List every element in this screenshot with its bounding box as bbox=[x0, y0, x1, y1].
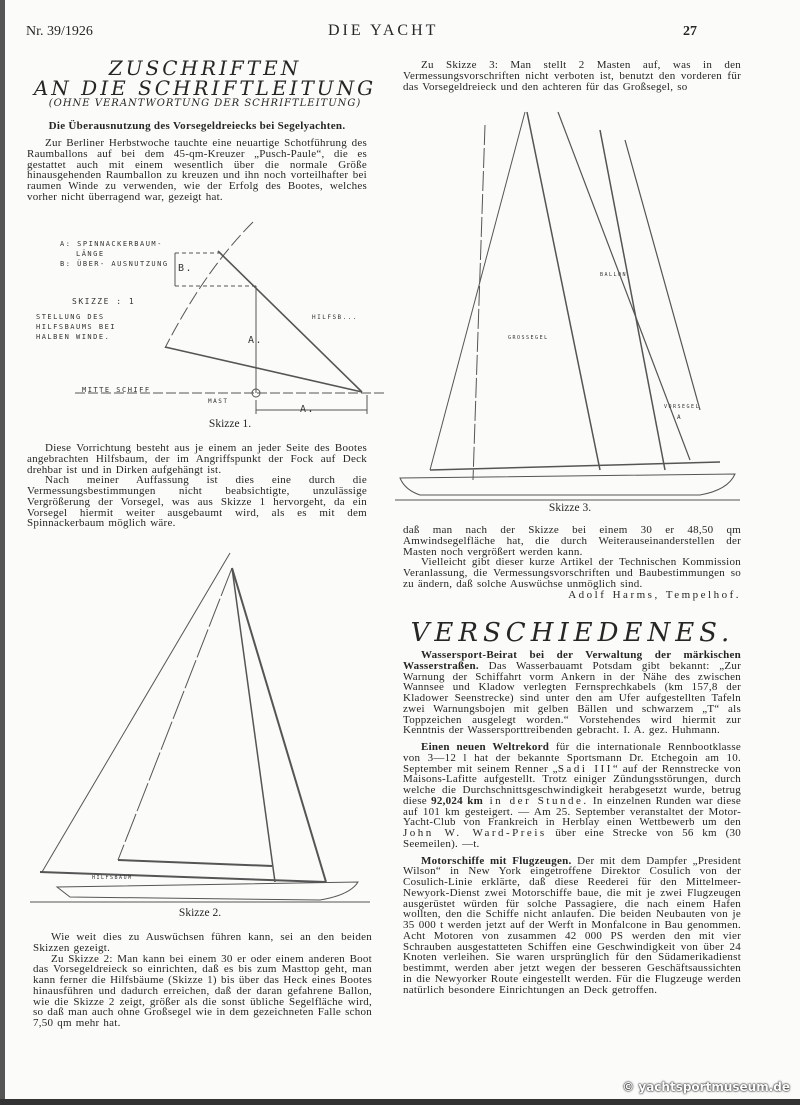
sketch3-caption: Skizze 3. bbox=[548, 502, 592, 514]
news-item-2 bbox=[403, 742, 741, 850]
paragraph-4: Wie weit dies zu Auswüchsen führen kann, sei an den beiden Skizzen gezeigt. bbox=[33, 931, 372, 954]
sketch1-legend-b: B: ÜBER- AUSNUTZUNG bbox=[60, 260, 169, 268]
sketch3-grossegel-label: GROSSEGEL bbox=[508, 335, 549, 341]
sketch2-caption: Skizze 2. bbox=[178, 907, 222, 919]
news-item-3 bbox=[403, 856, 741, 996]
sketch3-ballon-label: BALLON bbox=[600, 272, 628, 278]
sketch1-desc-1: STELLUNG DES bbox=[36, 313, 105, 321]
sketch1-desc-3: HALBEN WINDE. bbox=[36, 333, 111, 341]
spinnaker-line bbox=[165, 347, 362, 392]
prize-name: John W. Ward-Preis bbox=[403, 827, 547, 839]
sketch3-conclusion: daß man nach der Skizze bei einem 30 er 48,50 qm Amwindsegelfläche hat, die durch Weiterauseinanderstellen der Masten noch vergrößert werden kann. bbox=[403, 524, 741, 558]
news-text-2c: In einzelnen Runden war diese auf 101 km gesteigert. — Am 25. September veranstaltet der Motor-Yacht-Club von Frankreich in Herblay einen Wettbewerb um den bbox=[403, 794, 741, 829]
sketch-2-boat bbox=[30, 553, 370, 902]
sketch3-intro: Zu Skizze 3: Man stellt 2 Masten auf, was in den Vermessungsvorschriften nicht verboten ist, benutzt den vorderen für das Vorsegeldreieck und den achteren für das Großsegel, so bbox=[403, 59, 741, 93]
magazine-title: DIE YACHT bbox=[328, 22, 439, 39]
article-heading: Die Überausnutzung des Vorsegeldreiecks bei Segelyachten. bbox=[48, 120, 346, 132]
sketch1-mitte-schiff: MITTE SCHIFF bbox=[82, 386, 151, 394]
paragraph-2: Diese Vorrichtung besteht aus je einem an jeder Seite des Bootes angebrachten Hilfsbaum, der im Angriffspunkt der Fock auf Deck drehbar ist und in Dirken aufgehängt ist. bbox=[27, 442, 367, 476]
news-heading-2: Einen neuen Weltrekord bbox=[421, 741, 550, 753]
news-text-2d: über eine Strecke von 56 km (30 Seemeilen). —t. bbox=[403, 827, 741, 850]
sketch1-a-horizontal: A. bbox=[300, 404, 316, 415]
sketch1-legend-a: A: SPINNACKERBAUM- bbox=[60, 240, 163, 248]
sketch1-label-title: SKIZZE : 1 bbox=[72, 297, 136, 306]
news-text-1: Das Wasserbauamt Potsdam gibt bekannt: „Zur Warnung der Schiffahrt vorm Ankern in der Nähe des zwischen Wannsee und Kladow verlegten Fernsprechkabels (km 157,8 der Kladower Seenstrecke) sind unter den am Ufer aufgestellten Tafeln zwei Warnungsbojen mit gelben Bällen und schwarzem „T“ als Toppzeichen ausgelegt worden.“ Vorstehendes wird hiermit zur Kenntnis der Wassersporttreibenden gebracht. I. A. gez. Huhmann. bbox=[403, 659, 741, 737]
sketch3-vorsegel-label: VORSEGEL bbox=[664, 404, 701, 410]
sketch1-mast: MAST bbox=[208, 398, 229, 405]
article-paragraphs-2 bbox=[27, 443, 367, 529]
sketch1-legend-a2: LÄNGE bbox=[76, 250, 105, 258]
author-signature: Adolf Harms, Tempelhof. bbox=[568, 588, 741, 601]
page-number: 27 bbox=[683, 24, 697, 39]
closing-paragraph bbox=[403, 556, 741, 601]
closing-text: Vielleicht gibt dieser kurze Artikel der Technischen Kommission Veranlassung, die Vermessungsvorschriften und Baubestimmungen so zu ändern, daß solche Auswüchse unmöglich sind. bbox=[403, 556, 741, 590]
title-line-2: AN DIE SCHRIFTLEITUNG bbox=[33, 76, 377, 100]
news-items bbox=[403, 650, 741, 995]
issue-number: Nr. 39/1926 bbox=[26, 24, 93, 39]
sketch1-b-label: B. bbox=[178, 263, 194, 274]
news-text-2a: für die internationale Rennbootklasse von 3—12 l hat der bekannte Sportsmann Dr. Etchegoin am 10. September mit seinem Renner „ bbox=[403, 741, 741, 775]
per-hour: in der Stunde. bbox=[483, 794, 589, 807]
paragraph-1: Zur Berliner Herbstwoche tauchte eine neuartige Schotführung des Raumballons auf bei dem 45-qm-Kreuzer „Pusch-Paule“, die es gestattet auch mit einem wesentlich über die normale Größe hinausgehenden Raumballon zu kreuzen und ihn noch vorteilhafter bei raumen Winde zu verwenden, wie der Erfolg des Bootes, welches vorher nicht überragend war, gezeigt hat. bbox=[27, 137, 367, 203]
record-speed: 92,024 km bbox=[431, 794, 484, 807]
hilfsbaum-line bbox=[218, 251, 362, 392]
news-heading-3: Motorschiffe mit Flugzeugen. bbox=[421, 854, 572, 867]
watermark: © yachtsportmuseum.de bbox=[622, 1080, 790, 1094]
sketch1-desc-2: HILFSBAUMS BEI bbox=[36, 323, 117, 331]
news-item-1 bbox=[403, 650, 741, 736]
section-title: VERSCHIEDENES. bbox=[410, 618, 735, 648]
news-text-2b: “ auf der Rennstrecke von Maisons-Lafitte aufgestellt. Trotz einiger Zündungsstörungen, durch welche die Durchschnittsgeschwindigkeit herabgesetzt wurde, betrug diese bbox=[403, 762, 742, 807]
subtitle: (OHNE VERANTWORTUNG DER SCHRIFTLEITUNG) bbox=[48, 98, 362, 109]
article-paragraphs-3 bbox=[33, 932, 372, 1029]
right-paragraphs-2 bbox=[403, 525, 741, 600]
sketch1-a-vertical: A. bbox=[248, 335, 264, 346]
news-text-3: Der mit dem Dampfer „President Wilson“ in New York eingetroffene Direktor Cosulich von der Cosulich-Linie erklärte, daß diese Reederei für den Mittelmeer-Newyork-Dienst zwei Motorschiffe baue, die mit je zwei Flugzeugen ausgerüstet würden für solche Passagiere, die nach einem Hafen wollten, den die Schiffe nicht anlaufen. Die beiden Neubauten von je 35 000 t werden jetzt auf der Werft in Monfalcone in Bau genommen. Acht Motoren von zusammen 42 000 PS werden den mit vier Schrauben ausgestatteten Schiffen eine Geschwindigkeit von über 24 Knoten verleihen. Sie waren ursprünglich für den Südamerikadienst bestimmt, werden aber jetzt wegen der besseren Geschäftsaussichten in die Newyorker Route eingestellt werden. Für die Flugzeuge werden natürlich besondere Einrichtungen an Deck getroffen. bbox=[403, 854, 742, 996]
sketch1-hilfsbaum: HILFSB... bbox=[312, 314, 359, 321]
boat-name: Sadi III bbox=[557, 762, 613, 775]
sketch2-boom-label: HILFSBAUM bbox=[92, 875, 133, 881]
sketch-3-boat bbox=[395, 112, 740, 500]
sketch1-caption: Skizze 1. bbox=[208, 418, 252, 430]
paragraph-5: Zu Skizze 2: Man kann bei einem 30 er oder einem anderen Boot das Vorsegeldreieck so einrichten, daß es bis zum Masttop geht, man kann ferner die Hilfsbäume (Skizze 1) bis über das Heck eines Bootes hinausführen und dadurch erreichen, daß der daran gefahrene Ballon, wie die Skizze 2 zeigt, größer als die sonst übliche Segelfläche wird, so daß man auch ohne Großsegel wie in dem gezeichneten Falle schon 7,50 qm mehr hat. bbox=[33, 952, 372, 1029]
paragraph-3: Nach meiner Auffassung ist dies eine durch die Vermessungsbestimmungen nicht beabsichtigte, unzulässige Vergrößerung der Vorsegel, was aus Skizze 1 hervorgeht, da ein Vorsegel hiermit weiter ausgebaumt wird, als es mit dem Spinnackerbaum möglich wäre. bbox=[27, 474, 367, 530]
title-line-1: ZUSCHRIFTEN bbox=[108, 56, 302, 80]
sketch3-a-label: A bbox=[677, 414, 683, 421]
right-paragraph-1 bbox=[403, 24, 741, 92]
scan-bottom-edge bbox=[0, 1099, 800, 1105]
arc-line bbox=[165, 222, 253, 348]
news-heading-1: Wassersport-Beirat bei der Verwaltung der märkischen Wasserstraßen. bbox=[403, 649, 741, 672]
